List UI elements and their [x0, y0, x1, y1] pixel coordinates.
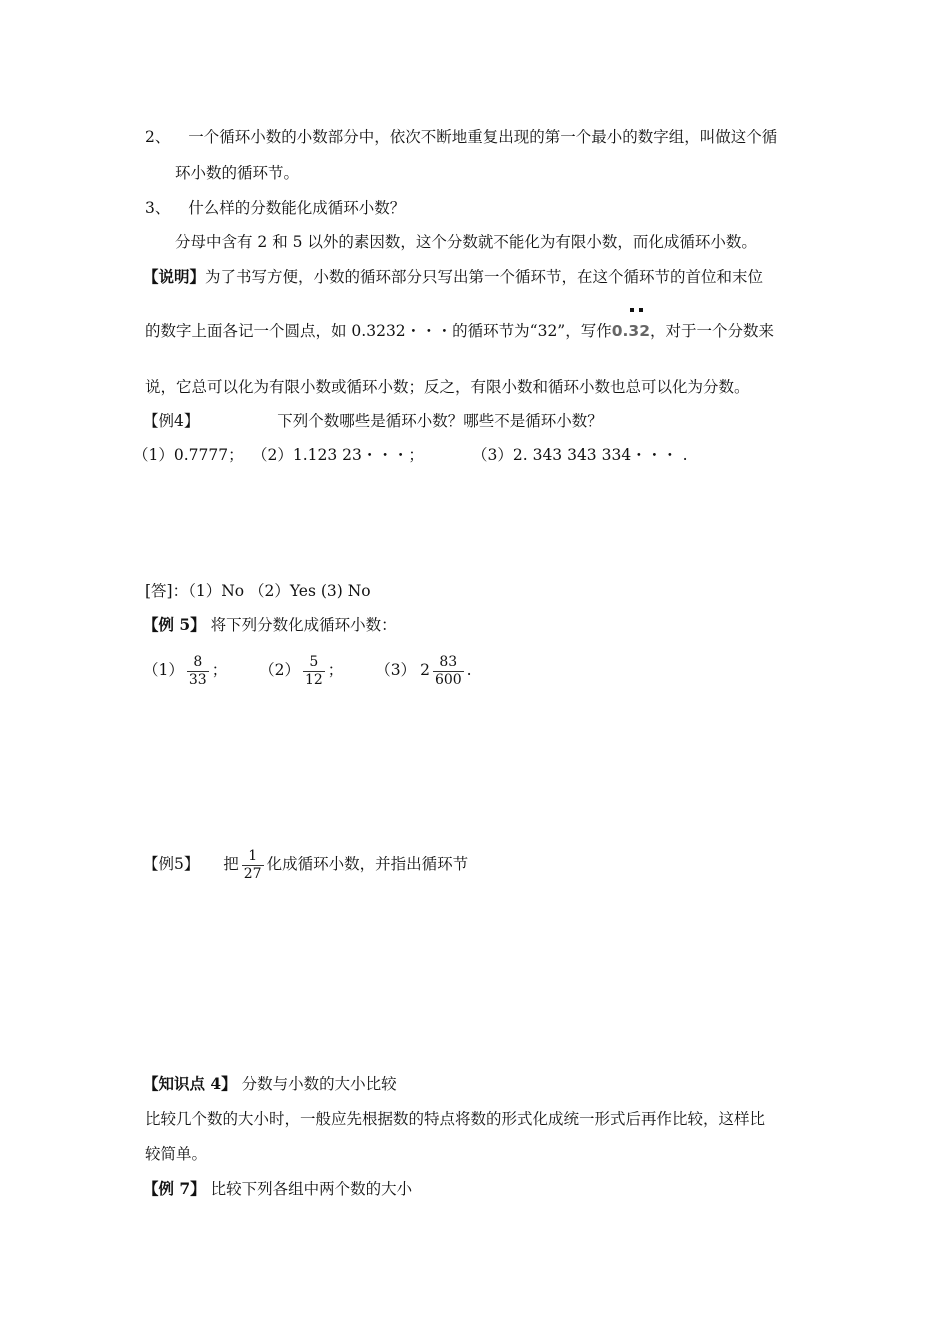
- item-number: 3、: [145, 199, 171, 217]
- definition-2-line1: [145, 126, 777, 148]
- repeat-dot: [639, 308, 643, 312]
- item-number: 2、: [145, 128, 171, 146]
- numerator: 8: [193, 653, 203, 670]
- example-text: 把: [223, 855, 239, 873]
- kp-title: 分数与小数的大小比较: [241, 1075, 397, 1093]
- item-label: （1）: [143, 661, 184, 679]
- definition-2-line2: 环小数的循环节。: [175, 164, 300, 182]
- numerator: 1: [248, 847, 258, 864]
- example-label: 【例5】: [143, 855, 200, 873]
- denominator: 33: [188, 671, 207, 688]
- example-5-items: [143, 652, 472, 689]
- note-line2: [145, 320, 774, 342]
- knowledge-point-4: [143, 1073, 397, 1095]
- example-4-item-2: （2）1.123 23・・・；: [252, 446, 424, 464]
- kp-text-line1: 比较几个数的大小时，一般应先根据数的特点将数的形式化成统一形式后再作比较，这样比: [145, 1110, 766, 1128]
- example-4-item-1: （1）0.7777；: [133, 446, 244, 464]
- example-4-heading: [143, 410, 603, 432]
- denominator: 12: [304, 671, 323, 688]
- kp-text-line2: 较简单。: [145, 1145, 208, 1163]
- whole-part: 2: [420, 661, 430, 679]
- note-line1: [143, 266, 763, 288]
- item-label: （2）: [259, 661, 300, 679]
- numerator: 83: [439, 653, 458, 670]
- note-text: ，对于一个分数来: [650, 322, 775, 340]
- answer-3: 分母中含有 2 和 5 以外的素因数，这个分数就不能化为有限小数，而化成循环小数。: [175, 233, 757, 251]
- numerator: 5: [309, 653, 319, 670]
- answer-line: [答]：（1）No （2）Yes (3) No: [145, 582, 371, 600]
- denominator: 27: [243, 865, 262, 882]
- example-text: 下列个数哪些是循环小数？哪些不是循环小数？: [277, 412, 603, 430]
- separator: ；: [327, 661, 344, 679]
- example-label: 【例 7】: [143, 1179, 206, 1198]
- fraction: [187, 654, 209, 689]
- note-text: 为了书写方便，小数的循环部分只写出第一个循环节，在这个循环节的首位和末位: [205, 268, 764, 286]
- example-5-heading: [143, 614, 397, 636]
- example-text: 化成循环小数，并指出循环节: [266, 855, 469, 873]
- example-label: 【例 5】: [143, 615, 206, 634]
- example-text: 将下列分数化成循环小数：: [210, 616, 397, 634]
- repeat-dot: [630, 308, 634, 312]
- example-text: 比较下列各组中两个数的大小: [210, 1180, 413, 1198]
- fraction: [433, 654, 464, 689]
- item-label: （3）: [375, 661, 417, 679]
- definition-text: 一个循环小数的小数部分中，依次不断地重复出现的第一个最小的数字组，叫做这个循: [188, 128, 778, 146]
- note-label: 【说明】: [143, 267, 206, 286]
- fraction: [242, 848, 264, 883]
- note-text: 的数字上面各记一个圆点，如 0.3232・・・的循环节为“32”，写作: [145, 322, 612, 340]
- kp-label: 【知识点 4】: [143, 1074, 237, 1093]
- fraction: [303, 654, 325, 689]
- separator: ；: [211, 661, 228, 679]
- question-3: [145, 197, 405, 219]
- example-label: 【例4】: [143, 412, 200, 430]
- note-line3: 说，它总可以化为有限小数或循环小数；反之，有限小数和循环小数也总可以化为分数。: [145, 378, 750, 396]
- example-5b: [143, 846, 468, 883]
- example-7-heading: [143, 1178, 412, 1200]
- example-4-item-3: （3）2. 343 343 334・・・ .: [472, 446, 688, 464]
- separator: .: [466, 661, 472, 679]
- denominator: 600: [434, 671, 462, 688]
- repeating-decimal: 0.32: [612, 320, 650, 342]
- question-text: 什么样的分数能化成循环小数？: [188, 199, 406, 217]
